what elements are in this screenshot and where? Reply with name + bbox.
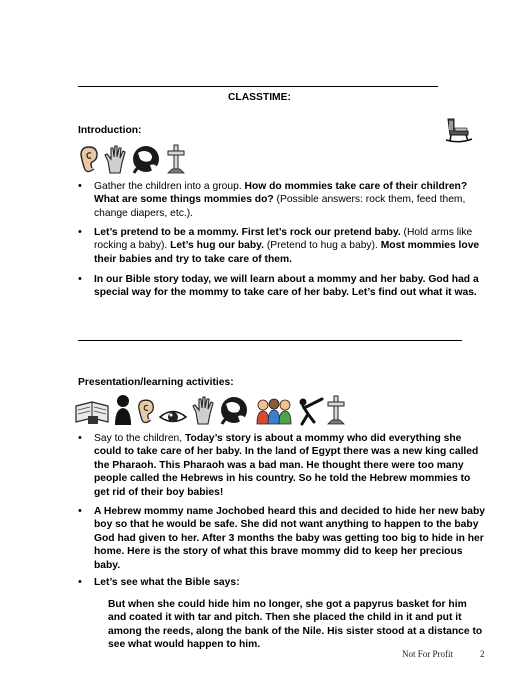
- presentation-heading: Presentation/learning activities:: [78, 377, 234, 388]
- globe-head-icon: [130, 143, 164, 175]
- ear-icon: [78, 145, 100, 175]
- bullet-marker: •: [78, 226, 82, 238]
- intro-bullet-3: [94, 273, 486, 300]
- text-segment: (Hold arms like rocking a baby).: [94, 227, 473, 252]
- eye-icon: [158, 406, 188, 426]
- bullet-marker: •: [78, 505, 82, 517]
- introduction-icon-row: [78, 143, 188, 175]
- text-segment: Gather the children into a group.: [94, 181, 245, 192]
- bullet-marker: •: [78, 180, 82, 192]
- bullet-marker: •: [78, 273, 82, 285]
- text-segment: Let’s see what the Bible says:: [94, 577, 240, 588]
- cross-icon: [166, 143, 186, 175]
- children-group-icon: [254, 396, 294, 426]
- presentation-bullet-3: [94, 576, 486, 589]
- page-number: 2: [480, 649, 485, 659]
- text-segment: (Pretend to hug a baby).: [263, 240, 381, 252]
- text-segment: A Hebrew mommy name Jochobed heard this and decided to hide her new baby boy so that he would be safe. She did not want anything to happen to the baby God had given to her. After 3 months the baby was getting too big to hide in her home. Here is the story of what this brave mommy did to keep her precious baby.: [94, 506, 485, 571]
- hand-icon: [102, 145, 128, 175]
- scripture-passage: But when she could hide him no longer, she got a papyrus basket for him and coated it with tar and pitch. Then she placed the child in it and put it among the reeds, along the bank of the Nile. His sister stood at a distance to see what would happen to him.: [108, 599, 483, 651]
- bullet-marker: •: [78, 432, 82, 444]
- presentation-icon-row: [74, 392, 348, 426]
- presentation-bullet-2: [94, 505, 486, 572]
- hand-icon: [190, 396, 216, 426]
- introduction-heading: Introduction:: [78, 125, 142, 136]
- intro-bullet-2: [94, 226, 486, 266]
- globe-head-icon: [218, 394, 252, 426]
- text-segment: Today’s story is about a mommy who did everything she could to take care of her baby. In the land of Egypt there was a new king called the Pharaoh. This Pharaoh was a bad man. He thought there were too many people called the Hebrews in his country. So he told the Hebrew mommies to get rid of their boy babies!: [94, 433, 479, 498]
- text-segment: Say to the children,: [94, 433, 186, 444]
- footer-text: Not For Profit: [402, 649, 454, 659]
- bullet-marker: •: [78, 576, 82, 588]
- text-segment: Let’s hug our baby.: [170, 240, 264, 252]
- cross-icon: [326, 394, 346, 426]
- text-segment: In our Bible story today, we will learn about a mommy and her baby. God had a special way for the mommy to take care of her baby. Let’s find out what it was.: [94, 274, 479, 299]
- text-segment: How do mommies take care of their children? What are some things mommies do?: [94, 181, 468, 206]
- intro-bullet-1: [94, 180, 486, 220]
- child-silhouette-icon: [112, 394, 134, 426]
- page-title: CLASSTIME:: [228, 92, 291, 103]
- bible-icon: [74, 398, 110, 426]
- text-segment: (Possible answers: rock them, feed them, change diapers, etc.).: [94, 194, 466, 219]
- text-segment: Most mommies love their babies and try to take care of them.: [94, 240, 480, 265]
- ear-icon: [136, 398, 156, 426]
- presentation-bullet-1: [94, 432, 486, 499]
- section-divider: [78, 340, 462, 341]
- rocking-chair-icon: [444, 117, 474, 148]
- text-segment: Let’s pretend to be a mommy. First let’s rock our pretend baby.: [94, 227, 401, 238]
- stretching-figure-icon: [296, 396, 324, 426]
- top-divider: [78, 86, 438, 87]
